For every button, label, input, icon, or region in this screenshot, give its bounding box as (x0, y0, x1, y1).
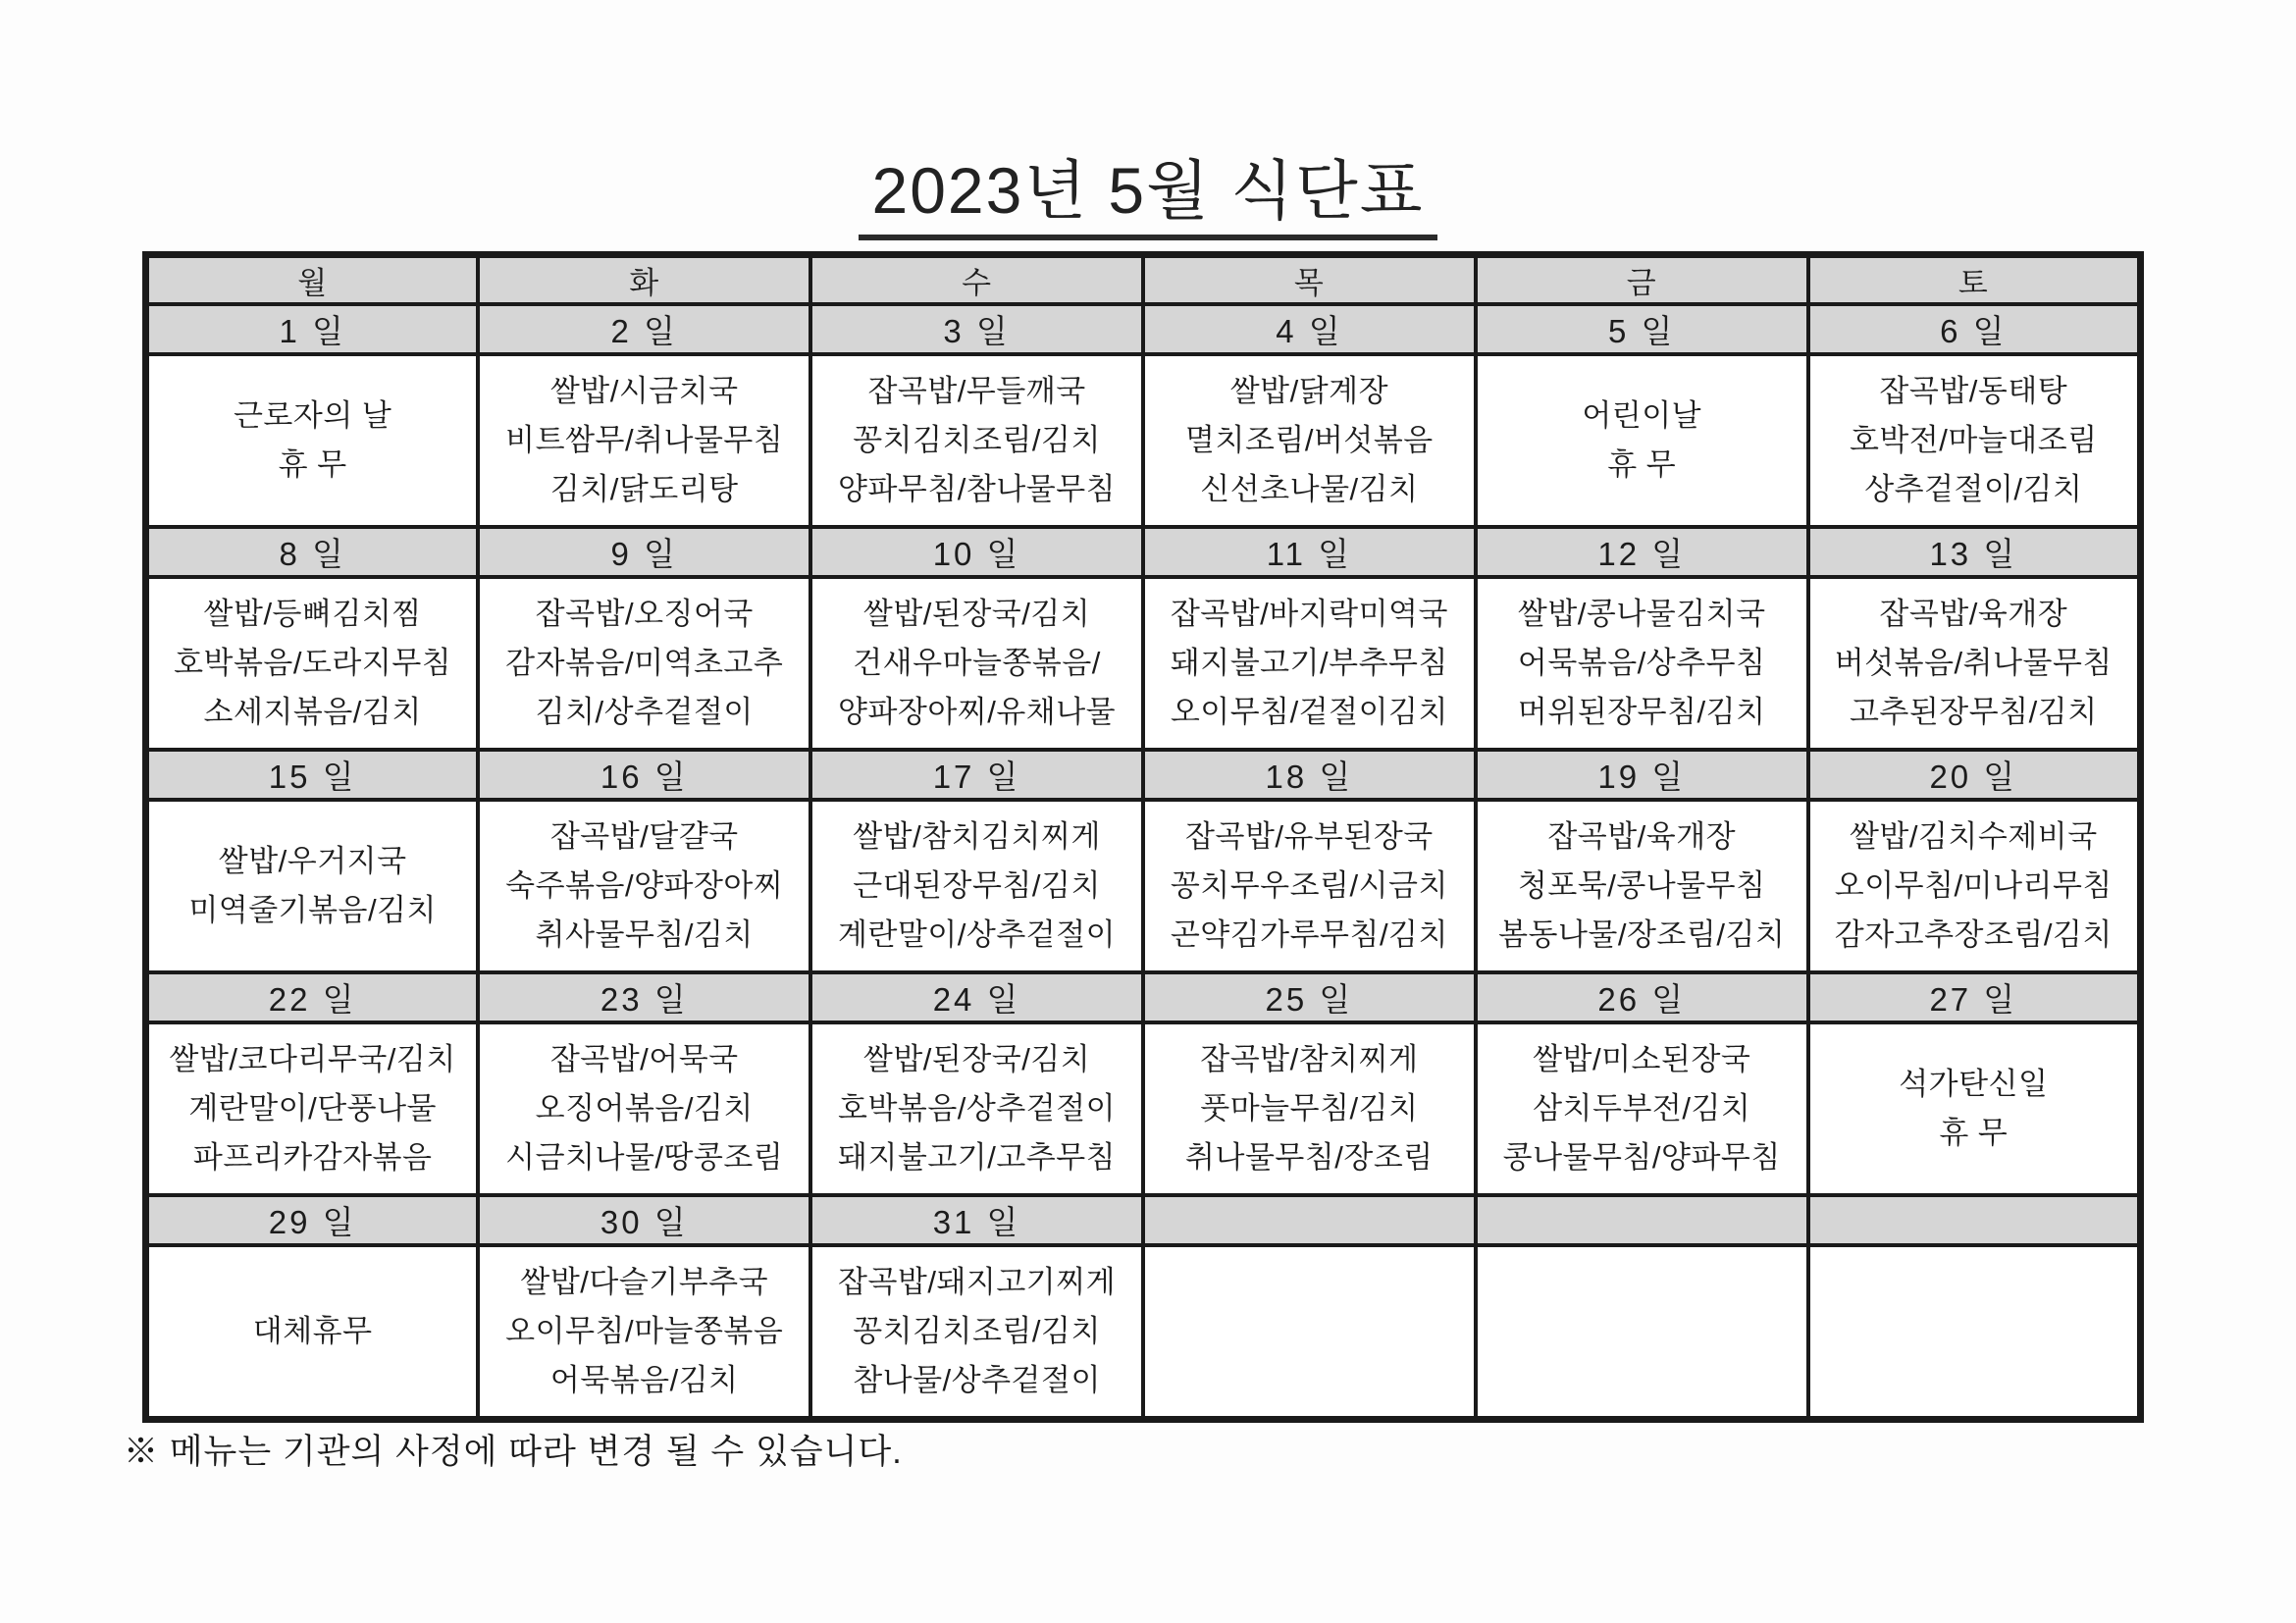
footnote: ※ 메뉴는 기관의 사정에 따라 변경 될 수 있습니다. (124, 1433, 903, 1471)
day-cell (1476, 1195, 1808, 1245)
day-cell: 2 일 (478, 304, 810, 354)
menu-line: 곤약김가루무침/김치 (1170, 917, 1448, 952)
day-cell: 25 일 (1143, 972, 1476, 1022)
weekday-header-fri: 금 (1476, 255, 1808, 305)
menu-cell (1143, 1245, 1476, 1420)
menu-line: 쌀밥/콩나물김치국 (1517, 597, 1766, 631)
menu-line: 잡곡밥/동태탕 (1879, 374, 2068, 408)
menu-line: 참나물/상추겉절이 (853, 1363, 1101, 1397)
day-cell: 19 일 (1476, 750, 1808, 800)
menu-cell (146, 1022, 479, 1195)
menu-line: 호박전/마늘대조림 (1849, 423, 2098, 457)
menu-line: 근로자의 날 (233, 398, 392, 433)
menu-line: 휴 무 (1607, 447, 1677, 482)
menu-line: 쌀밥/미소된장국 (1533, 1042, 1751, 1076)
menu-line: 양파무침/참나물무침 (838, 472, 1117, 506)
menu-cell (1808, 1022, 2141, 1195)
menu-line: 꽁치김치조림/김치 (853, 1314, 1101, 1348)
menu-cell (1143, 800, 1476, 972)
menu-line: 쌀밥/코다리무국/김치 (169, 1042, 456, 1076)
menu-line: 호박볶음/상추겉절이 (838, 1091, 1117, 1126)
menu-cell (1476, 577, 1808, 750)
weekday-header-mon: 월 (146, 255, 479, 305)
day-number-row (146, 1195, 2141, 1245)
day-cell (1143, 1195, 1476, 1245)
menu-row (146, 800, 2141, 972)
menu-line: 쌀밥/김치수제비국 (1849, 819, 2098, 854)
menu-line: 미역줄기볶음/김치 (188, 893, 437, 927)
menu-line: 쌀밥/된장국/김치 (862, 597, 1091, 631)
menu-line: 청포묵/콩나물무침 (1517, 868, 1766, 903)
menu-row (146, 354, 2141, 527)
day-cell: 20 일 (1808, 750, 2141, 800)
day-cell: 26 일 (1476, 972, 1808, 1022)
menu-line: 숙주볶음/양파장아찌 (505, 868, 784, 903)
menu-cell (1476, 1245, 1808, 1420)
menu-line: 돼지불고기/부추무침 (1170, 646, 1448, 680)
menu-line: 잡곡밥/육개장 (1547, 819, 1737, 854)
menu-cell (810, 1022, 1143, 1195)
menu-cell (1808, 1245, 2141, 1420)
menu-cell (478, 800, 810, 972)
menu-cell (478, 1245, 810, 1420)
menu-line: 머위된장무침/김치 (1517, 695, 1766, 729)
menu-cell (1808, 577, 2141, 750)
day-cell: 10 일 (810, 527, 1143, 577)
menu-line: 쌀밥/시금치국 (549, 374, 739, 408)
menu-cell (1143, 1022, 1476, 1195)
day-cell: 29 일 (146, 1195, 479, 1245)
day-number-row (146, 972, 2141, 1022)
menu-line: 어묵볶음/상추무침 (1517, 646, 1766, 680)
menu-line: 건새우마늘쫑볶음/ (853, 646, 1101, 680)
menu-line: 잡곡밥/돼지고기찌게 (838, 1265, 1117, 1299)
day-number-row (146, 527, 2141, 577)
menu-line: 감자고추장조림/김치 (1834, 917, 2113, 952)
menu-line: 호박볶음/도라지무침 (174, 646, 452, 680)
menu-row (146, 1022, 2141, 1195)
title-wrap (0, 154, 2296, 240)
menu-cell (478, 577, 810, 750)
menu-line: 계란말이/단풍나물 (188, 1091, 437, 1126)
page-title: 2023년 5월 식단표 (859, 157, 1438, 240)
day-cell: 23 일 (478, 972, 810, 1022)
menu-line: 파프리카감자볶음 (192, 1140, 433, 1175)
menu-line: 쌀밥/닭계장 (1229, 374, 1389, 408)
menu-cell (810, 1245, 1143, 1420)
weekday-header-thu: 목 (1143, 255, 1476, 305)
menu-line: 오이무침/겉절이김치 (1170, 695, 1448, 729)
weekday-header-sat: 토 (1808, 255, 2141, 305)
menu-cell (146, 800, 479, 972)
menu-cell (478, 354, 810, 527)
day-cell: 6 일 (1808, 304, 2141, 354)
menu-cell (1143, 354, 1476, 527)
menu-line: 버섯볶음/취나물무침 (1834, 646, 2113, 680)
day-cell: 5 일 (1476, 304, 1808, 354)
menu-cell (478, 1022, 810, 1195)
day-cell: 18 일 (1143, 750, 1476, 800)
menu-line: 잡곡밥/육개장 (1879, 597, 2068, 631)
day-cell: 15 일 (146, 750, 479, 800)
menu-line: 잡곡밥/오징어국 (535, 597, 754, 631)
menu-line: 상추겉절이/김치 (1864, 472, 2083, 506)
menu-line: 오징어볶음/김치 (535, 1091, 754, 1126)
menu-line: 휴 무 (1939, 1116, 2009, 1150)
menu-line: 대체휴무 (252, 1314, 373, 1348)
day-cell: 12 일 (1476, 527, 1808, 577)
menu-line: 오이무침/미나리무침 (1834, 868, 2113, 903)
menu-line: 양파장아찌/유채나물 (838, 695, 1117, 729)
day-cell (1808, 1195, 2141, 1245)
day-number-row (146, 750, 2141, 800)
menu-cell (1476, 354, 1808, 527)
menu-line: 쌀밥/된장국/김치 (862, 1042, 1091, 1076)
day-number-row (146, 304, 2141, 354)
day-cell: 30 일 (478, 1195, 810, 1245)
menu-line: 잡곡밥/유부된장국 (1185, 819, 1434, 854)
menu-cell (1808, 354, 2141, 527)
day-cell: 17 일 (810, 750, 1143, 800)
menu-cell (146, 1245, 479, 1420)
day-cell: 11 일 (1143, 527, 1476, 577)
menu-line: 시금치나물/땅콩조림 (505, 1140, 784, 1175)
menu-line: 잡곡밥/달걀국 (549, 819, 739, 854)
menu-cell (810, 800, 1143, 972)
menu-line: 신선초나물/김치 (1200, 472, 1419, 506)
menu-line: 잡곡밥/바지락미역국 (1170, 597, 1448, 631)
menu-line: 석가탄신일 (1899, 1067, 2049, 1101)
weekday-header-wed: 수 (810, 255, 1143, 305)
menu-line: 풋마늘무침/김치 (1200, 1091, 1419, 1126)
menu-line: 어묵볶음/김치 (549, 1363, 739, 1397)
menu-line: 휴 무 (278, 447, 347, 482)
menu-cell (1476, 1022, 1808, 1195)
day-cell: 3 일 (810, 304, 1143, 354)
menu-line: 어린이날 (1582, 398, 1702, 433)
weekday-header-tue: 화 (478, 255, 810, 305)
menu-cell (146, 354, 479, 527)
menu-line: 김치/닭도리탕 (549, 472, 739, 506)
weekday-header-row (146, 255, 2141, 305)
menu-cell (146, 577, 479, 750)
menu-line: 잡곡밥/무들깨국 (867, 374, 1086, 408)
menu-line: 잡곡밥/참치찌게 (1200, 1042, 1419, 1076)
day-cell: 27 일 (1808, 972, 2141, 1022)
menu-line: 꽁치무우조림/시금치 (1170, 868, 1448, 903)
menu-line: 쌀밥/참치김치찌게 (853, 819, 1101, 854)
menu-line: 꽁치김치조림/김치 (853, 423, 1101, 457)
menu-line: 오이무침/마늘쫑볶음 (505, 1314, 784, 1348)
day-cell: 24 일 (810, 972, 1143, 1022)
menu-line: 고추된장무침/김치 (1849, 695, 2098, 729)
day-cell: 22 일 (146, 972, 479, 1022)
menu-line: 계란말이/상추겉절이 (838, 917, 1117, 952)
menu-line: 쌀밥/다슬기부추국 (520, 1265, 769, 1299)
menu-line: 쌀밥/등뼈김치찜 (203, 597, 422, 631)
menu-cell (810, 354, 1143, 527)
day-cell: 4 일 (1143, 304, 1476, 354)
day-cell: 1 일 (146, 304, 479, 354)
menu-cell (1808, 800, 2141, 972)
day-cell: 9 일 (478, 527, 810, 577)
day-cell: 8 일 (146, 527, 479, 577)
menu-line: 잡곡밥/어묵국 (549, 1042, 739, 1076)
menu-line: 멸치조림/버섯볶음 (1185, 423, 1434, 457)
menu-line: 근대된장무침/김치 (853, 868, 1101, 903)
menu-row (146, 577, 2141, 750)
menu-line: 소세지볶음/김치 (203, 695, 422, 729)
menu-line: 삼치두부전/김치 (1533, 1091, 1751, 1126)
menu-line: 콩나물무침/양파무침 (1502, 1140, 1781, 1175)
menu-line: 취나물무침/장조림 (1185, 1140, 1434, 1175)
menu-cell (1476, 800, 1808, 972)
menu-line: 돼지불고기/고추무침 (838, 1140, 1117, 1175)
menu-cell (810, 577, 1143, 750)
menu-line: 봄동나물/장조림/김치 (1498, 917, 1786, 952)
menu-line: 취사물무침/김치 (535, 917, 754, 952)
menu-line: 비트쌈무/취나물무침 (505, 423, 784, 457)
menu-line: 감자볶음/미역초고추 (505, 646, 784, 680)
day-cell: 13 일 (1808, 527, 2141, 577)
menu-cell (1143, 577, 1476, 750)
day-cell: 16 일 (478, 750, 810, 800)
menu-line: 쌀밥/우거지국 (218, 844, 407, 878)
day-cell: 31 일 (810, 1195, 1143, 1245)
menu-line: 김치/상추겉절이 (535, 695, 754, 729)
meal-plan-table (142, 251, 2144, 1423)
menu-row (146, 1245, 2141, 1420)
